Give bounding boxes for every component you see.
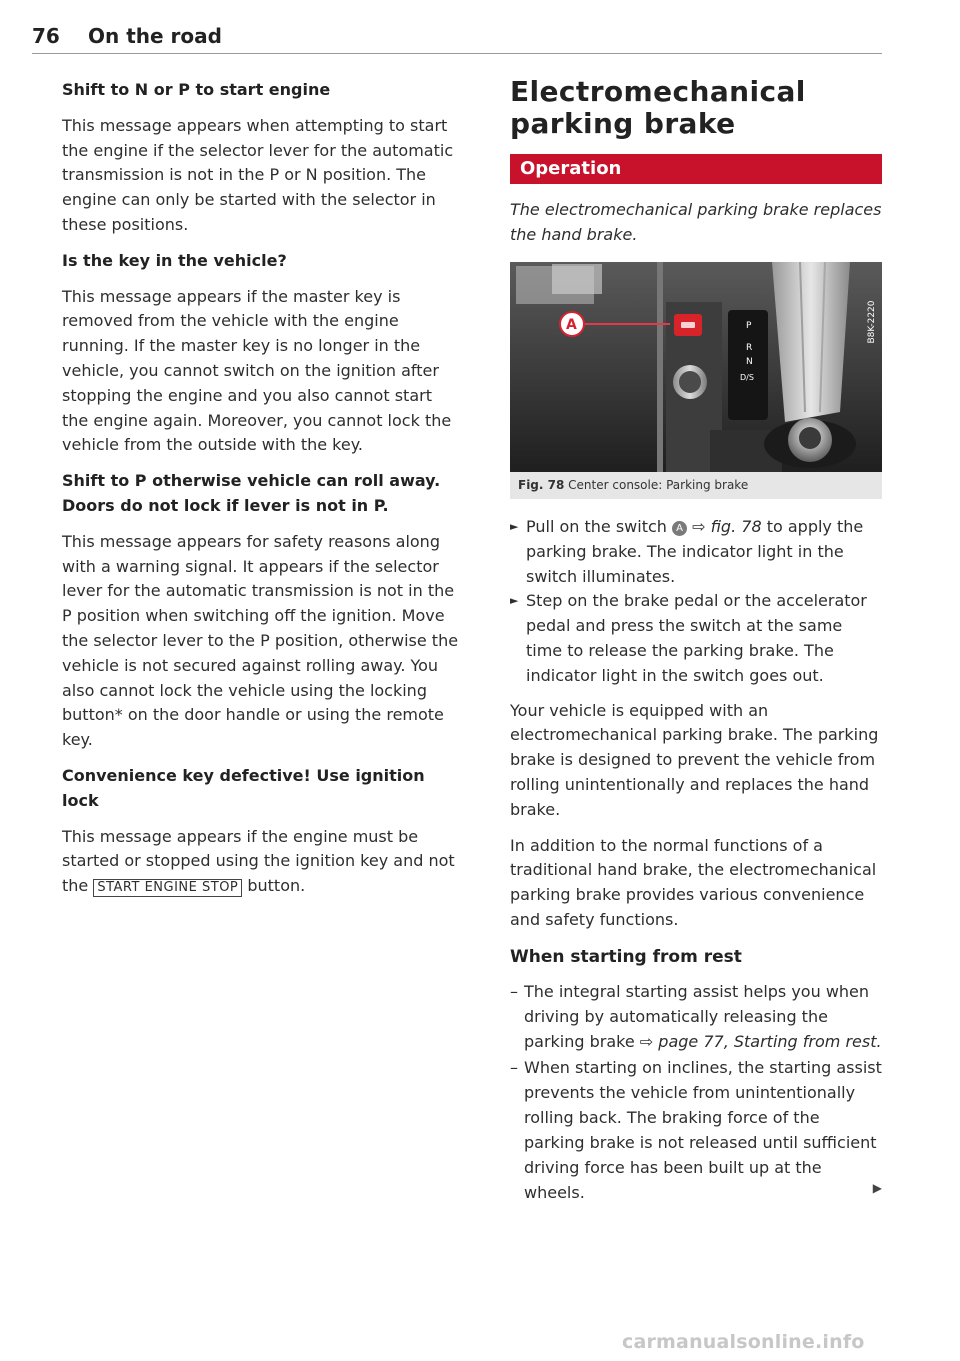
text-segment: to apply the parking brake. The indicator light in the switch illuminates. xyxy=(526,517,864,586)
dash-mark: – xyxy=(510,1057,518,1077)
gear-label-r: R xyxy=(746,343,753,353)
start-stop-button-center xyxy=(679,371,701,393)
text-segment: button. xyxy=(242,876,306,896)
text-segment: Pull on the switch xyxy=(526,517,673,536)
heading-key-in-vehicle: Is the key in the vehicle? xyxy=(62,250,287,270)
dash-item-starting-assist xyxy=(510,979,882,1054)
bullet-triangle-icon: ► xyxy=(510,594,519,608)
callout-a-icon: A xyxy=(672,521,687,536)
instruction-apply xyxy=(510,515,882,589)
paragraph-shift-to-p: This message appears for safety reasons along with a warning signal. It appears if the selector lever for the automatic transmission is not in the P position when switching off the ignition. Move the selector lever to the P position, otherwise the vehicle is not secured against rolling away. You also cannot lock the vehicle using the locking button* on the door handle or using the remote key. xyxy=(62,531,459,750)
page-reference-link[interactable]: ⇨ page 77, Starting from rest. xyxy=(639,1031,882,1051)
chapter-title xyxy=(510,76,882,140)
gear-label-n: N xyxy=(746,357,753,367)
start-engine-stop-key-label: START ENGINE STOP xyxy=(93,879,242,897)
page-number: 76 xyxy=(32,24,60,48)
figure-reference: ⇨ fig. 78 xyxy=(687,517,762,536)
paragraph-functions: In addition to the normal functions of a traditional hand brake, the electromechanical parking brake provides various convenience and safety functions. xyxy=(510,835,877,929)
left-column xyxy=(62,76,462,910)
figure-caption-text: Center console: Parking brake xyxy=(568,478,749,492)
chapter-title-line-1: Electromechanical xyxy=(510,75,806,108)
callout-label: A xyxy=(566,317,577,333)
text-segment: When starting on inclines, the starting assist prevents the vehicle from unintentionally rolling back. The braking force of the parking brake is not released until sufficient driving force has been built up at the wheels. xyxy=(524,1057,882,1202)
paragraph-equipped: Your vehicle is equipped with an electromechanical parking brake. The parking brake is designed to prevent the vehicle from rolling unintentionally and replaces the hand brake. xyxy=(510,700,879,819)
gear-lever-boot xyxy=(772,262,850,422)
dash-item-inclines xyxy=(510,1055,882,1205)
center-console-illustration xyxy=(510,262,882,472)
heading-shift-n-p: Shift to N or P to start engine xyxy=(62,80,331,99)
gear-label-ds: D/S xyxy=(740,373,754,382)
pedal-right xyxy=(552,264,602,294)
mmi-knob-center xyxy=(799,427,821,449)
operation-band: Operation xyxy=(510,154,882,184)
heading-shift-to-p: Shift to P otherwise vehicle can roll away. Doors do not lock if lever is not in P. xyxy=(62,471,441,515)
chapter-title-line-2: parking brake xyxy=(510,107,736,140)
text-segment: This message appears if the engine must be started or stopped using the ignition key and not the xyxy=(62,826,455,896)
text-segment: The integral starting assist helps you when driving by automatically releasing the parking brake xyxy=(524,981,870,1051)
paragraph-shift-n-p: This message appears when attempting to start the engine if the selector lever for the automatic transmission is not in the P or N position. The engine can only be started with the selector in these positions. xyxy=(62,115,454,234)
intro-text: The electromechanical parking brake replaces the hand brake. xyxy=(510,200,882,244)
instruction-release xyxy=(510,589,882,688)
instruction-list xyxy=(510,515,882,689)
paragraph-convenience-key xyxy=(62,825,462,899)
figure-caption-label: Fig. 78 xyxy=(518,478,565,492)
gear-label-p: P xyxy=(746,321,752,331)
heading-convenience-key: Convenience key defective! Use ignition lock xyxy=(62,765,425,810)
text-segment: Step on the brake pedal or the accelerator pedal and press the switch at the same time to release the parking brake. The indicator light in the switch goes out. xyxy=(526,591,867,685)
page-header xyxy=(32,24,882,54)
bullet-triangle-icon: ► xyxy=(510,520,519,533)
dash-mark: – xyxy=(510,981,518,1001)
figure-center-console xyxy=(510,262,882,472)
continue-arrow-icon: ▶ xyxy=(872,1180,882,1195)
section-title: On the road xyxy=(88,24,222,48)
figure-caption xyxy=(510,472,882,499)
heading-starting-from-rest: When starting from rest xyxy=(510,946,742,967)
figure-code: B8K-2220 xyxy=(867,300,877,344)
paragraph-key-in-vehicle: This message appears if the master key is removed from the vehicle with the engine running. If the master key is no longer in the vehicle, you cannot switch on the ignition after stopping the engine and you also cannot start the engine again. Moreover, you cannot lock the vehicle from the outside with the key. xyxy=(62,286,452,455)
right-column xyxy=(510,76,882,1206)
watermark: carmanualsonline.info xyxy=(622,1331,865,1353)
parking-brake-symbol xyxy=(681,322,695,328)
